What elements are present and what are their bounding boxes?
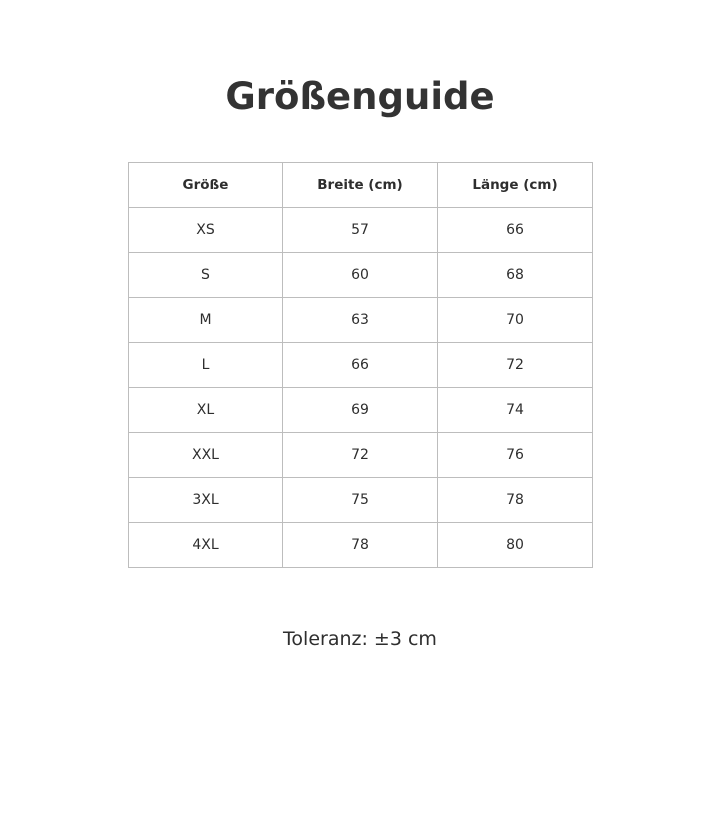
table-row	[129, 253, 593, 298]
width-cell: 60	[283, 253, 438, 298]
size-cell: XXL	[129, 433, 283, 478]
size-cell: XL	[129, 388, 283, 433]
width-cell: 63	[283, 298, 438, 343]
length-cell: 72	[438, 343, 593, 388]
header-width: Breite (cm)	[283, 163, 438, 208]
width-cell: 57	[283, 208, 438, 253]
table-row	[129, 343, 593, 388]
table-row	[129, 208, 593, 253]
width-cell: 78	[283, 523, 438, 568]
table-row	[129, 388, 593, 433]
width-cell: 69	[283, 388, 438, 433]
page-title: Größenguide	[225, 75, 495, 118]
header-size: Größe	[129, 163, 283, 208]
length-cell: 80	[438, 523, 593, 568]
size-cell: 3XL	[129, 478, 283, 523]
size-cell: XS	[129, 208, 283, 253]
size-cell: S	[129, 253, 283, 298]
width-cell: 72	[283, 433, 438, 478]
size-cell: M	[129, 298, 283, 343]
length-cell: 68	[438, 253, 593, 298]
table-header-row	[129, 163, 593, 208]
length-cell: 66	[438, 208, 593, 253]
size-cell: L	[129, 343, 283, 388]
size-cell: 4XL	[129, 523, 283, 568]
table-row	[129, 298, 593, 343]
length-cell: 76	[438, 433, 593, 478]
width-cell: 75	[283, 478, 438, 523]
header-length: Länge (cm)	[438, 163, 593, 208]
table-row	[129, 523, 593, 568]
size-table	[128, 162, 593, 568]
tolerance-note: Toleranz: ±3 cm	[283, 628, 437, 650]
table-row	[129, 478, 593, 523]
length-cell: 78	[438, 478, 593, 523]
length-cell: 74	[438, 388, 593, 433]
width-cell: 66	[283, 343, 438, 388]
length-cell: 70	[438, 298, 593, 343]
table-row	[129, 433, 593, 478]
